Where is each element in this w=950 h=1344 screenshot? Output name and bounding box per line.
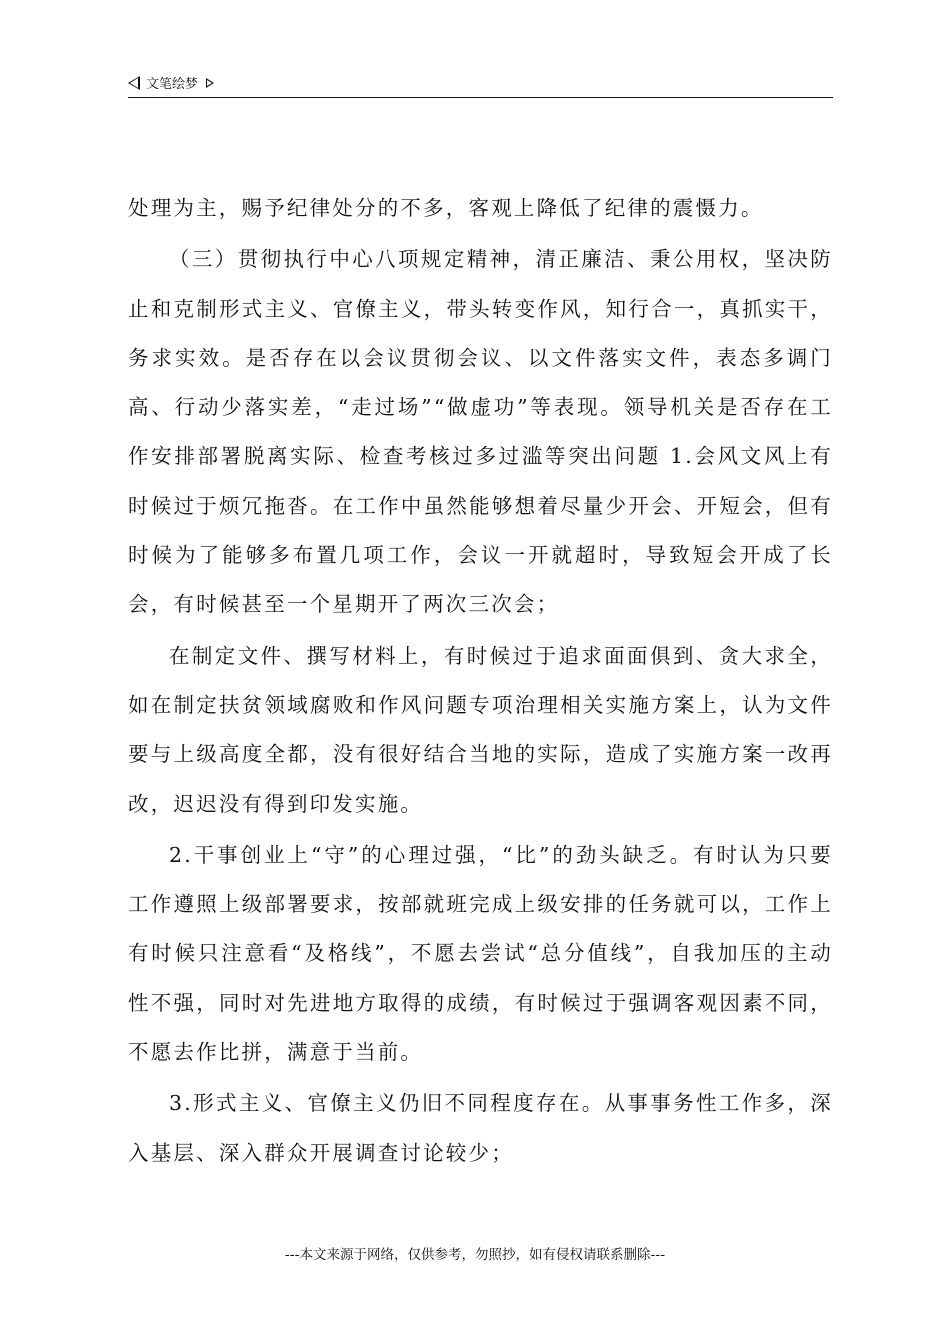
header-divider: [128, 97, 833, 98]
paragraph-continuation: 处理为主，赐予纪律处分的不多，客观上降低了纪律的震慑力。: [128, 196, 764, 220]
paragraph-documents: 在制定文件、撰写材料上，有时候过于追求面面俱到、贪大求全，如在制定扶贫领域腐败和作风问题专项治理相关实施方案上，认为文件要与上级高度全都，没有很好结合当地的实际，造成了实施方案一改再改，迟迟没有得到印发实施。: [128, 643, 833, 816]
paragraph-item-two: 2.干事创业上“守”的心理过强，“比”的劲头缺乏。有时认为只要工作遵照上级部署要求，按部就班完成上级安排的任务就可以，工作上有时候只注意看“及格线”，不愿去尝试“总分值线”，自我加压的主动性不强，同时对先进地方取得的成绩，有时候过于强调客观因素不同，不愿去作比拼，满意于当前。: [128, 842, 833, 1065]
page-header: [128, 74, 833, 98]
footer-notice: ---本文来源于网络，仅供参考，勿照抄，如有侵权请联系删除---: [284, 1247, 666, 1263]
paragraph-section-three: （三）贯彻执行中心八项规定精神，清正廉洁、秉公用权，坚决防止和克制形式主义、官僚主义，带头转变作风，知行合一，真抓实干，务求实效。是否存在以会议贯彻会议、以文件落实文件，表态多调门高、行动少落实差，“走过场”“做虚功”等表现。领导机关是否存在工作安排部署脱离实际、检查考核过多过滥等突出问题 1.会风文风上有时候过于烦冗拖沓。在工作中虽然能够想着尽量少开会、开短会，但有时候为了能够多布置几项工作，会议一开就超时，导致短会开成了长会，有时候甚至一个星期开了两次三次会；: [128, 247, 833, 617]
brand-name: 文笔绘梦: [146, 77, 199, 92]
paragraph-item-three: 3.形式主义、官僚主义仍旧不同程度存在。从事事务性工作多，深入基层、深入群众开展调查讨论较少；: [128, 1091, 833, 1165]
triangle-left-icon: [128, 76, 140, 90]
header-brand: [128, 74, 214, 96]
document-body: [128, 184, 833, 1178]
triangle-right-icon: [206, 78, 214, 88]
